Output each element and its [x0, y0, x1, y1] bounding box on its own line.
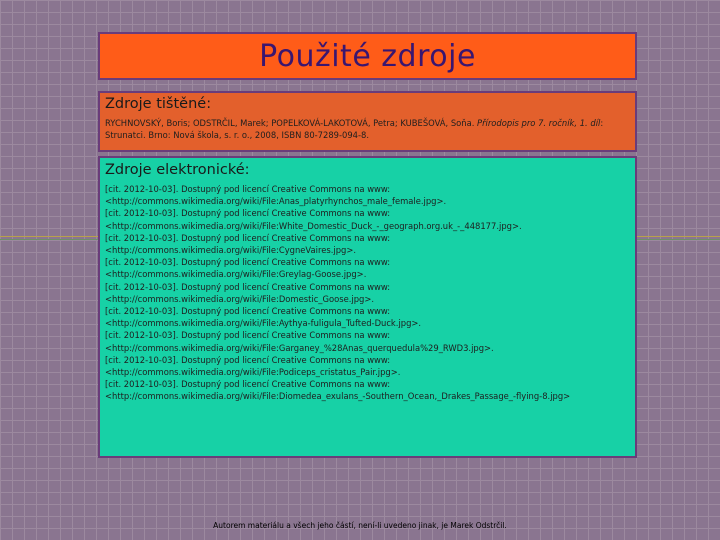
source-list — [105, 183, 630, 403]
source-entry — [105, 183, 630, 207]
title-banner — [98, 32, 637, 80]
source-citation: [cit. 2012-10-03]. Dostupný pod licencí Creative Commons na www: — [105, 232, 391, 243]
electronic-sources-box — [98, 156, 637, 458]
citation-rest: : Strunatci. Brno: Nová škola, s. r. o., 2008, ISBN 80-7289-094-8. — [105, 118, 604, 140]
printed-sources-box — [98, 91, 637, 152]
printed-sources-heading: Zdroje tištěné: — [105, 96, 212, 112]
citation-authors: RYCHNOVSKÝ, Boris; ODSTRČIL, Marek; POPELKOVÁ-LAKOTOVÁ, Petra; KUBEŠOVÁ, Soňa. — [105, 118, 478, 128]
footer-note: Autorem materiálu a všech jeho částí, není-li uvedeno jinak, je Marek Odstrčil. — [213, 521, 507, 530]
source-entry — [105, 329, 630, 353]
source-entry — [105, 207, 630, 231]
source-url: <http://commons.wikimedia.org/wiki/File:CygneVaires.jpg>. — [105, 245, 357, 256]
source-citation: [cit. 2012-10-03]. Dostupný pod licencí Creative Commons na www: — [105, 208, 391, 219]
source-citation: [cit. 2012-10-03]. Dostupný pod licencí Creative Commons na www: — [105, 379, 391, 390]
source-url: <http://commons.wikimedia.org/wiki/File:Diomedea_exulans_-Southern_Ocean,_Drakes_Passage_-flying-8.jpg> — [105, 391, 571, 402]
source-entry — [105, 378, 630, 402]
source-url: <http://commons.wikimedia.org/wiki/File:Domestic_Goose.jpg>. — [105, 293, 375, 304]
source-entry — [105, 354, 630, 378]
source-citation: [cit. 2012-10-03]. Dostupný pod licencí Creative Commons na www: — [105, 330, 391, 341]
source-entry — [105, 305, 630, 329]
source-citation: [cit. 2012-10-03]. Dostupný pod licencí Creative Commons na www: — [105, 354, 391, 365]
source-url: <http://commons.wikimedia.org/wiki/File:Podiceps_cristatus_Pair.jpg>. — [105, 367, 401, 378]
slide-title: Použité zdroje — [259, 38, 476, 74]
source-url: <http://commons.wikimedia.org/wiki/File:Garganey_%28Anas_querquedula%29_RWD3.jpg>. — [105, 342, 494, 353]
source-url: <http://commons.wikimedia.org/wiki/File:White_Domestic_Duck_-_geograph.org.uk_-_448177.jpg>. — [105, 220, 522, 231]
source-entry — [105, 256, 630, 280]
source-entry — [105, 232, 630, 256]
source-url: <http://commons.wikimedia.org/wiki/File:Anas_platyrhynchos_male_female.jpg>. — [105, 196, 447, 207]
source-citation: [cit. 2012-10-03]. Dostupný pod licencí Creative Commons na www: — [105, 281, 391, 292]
source-url: <http://commons.wikimedia.org/wiki/File:Greylag-Goose.jpg>. — [105, 269, 367, 280]
source-entry — [105, 281, 630, 305]
source-citation: [cit. 2012-10-03]. Dostupný pod licencí Creative Commons na www: — [105, 184, 391, 194]
citation-title: Přírodopis pro 7. ročník, 1. díl — [477, 118, 601, 128]
source-citation: [cit. 2012-10-03]. Dostupný pod licencí Creative Commons na www: — [105, 257, 391, 268]
source-citation: [cit. 2012-10-03]. Dostupný pod licencí Creative Commons na www: — [105, 306, 391, 317]
electronic-sources-heading: Zdroje elektronické: — [105, 162, 250, 178]
source-url: <http://commons.wikimedia.org/wiki/File:Aythya-fuligula_Tufted-Duck.jpg>. — [105, 318, 422, 329]
printed-citation — [105, 117, 630, 141]
